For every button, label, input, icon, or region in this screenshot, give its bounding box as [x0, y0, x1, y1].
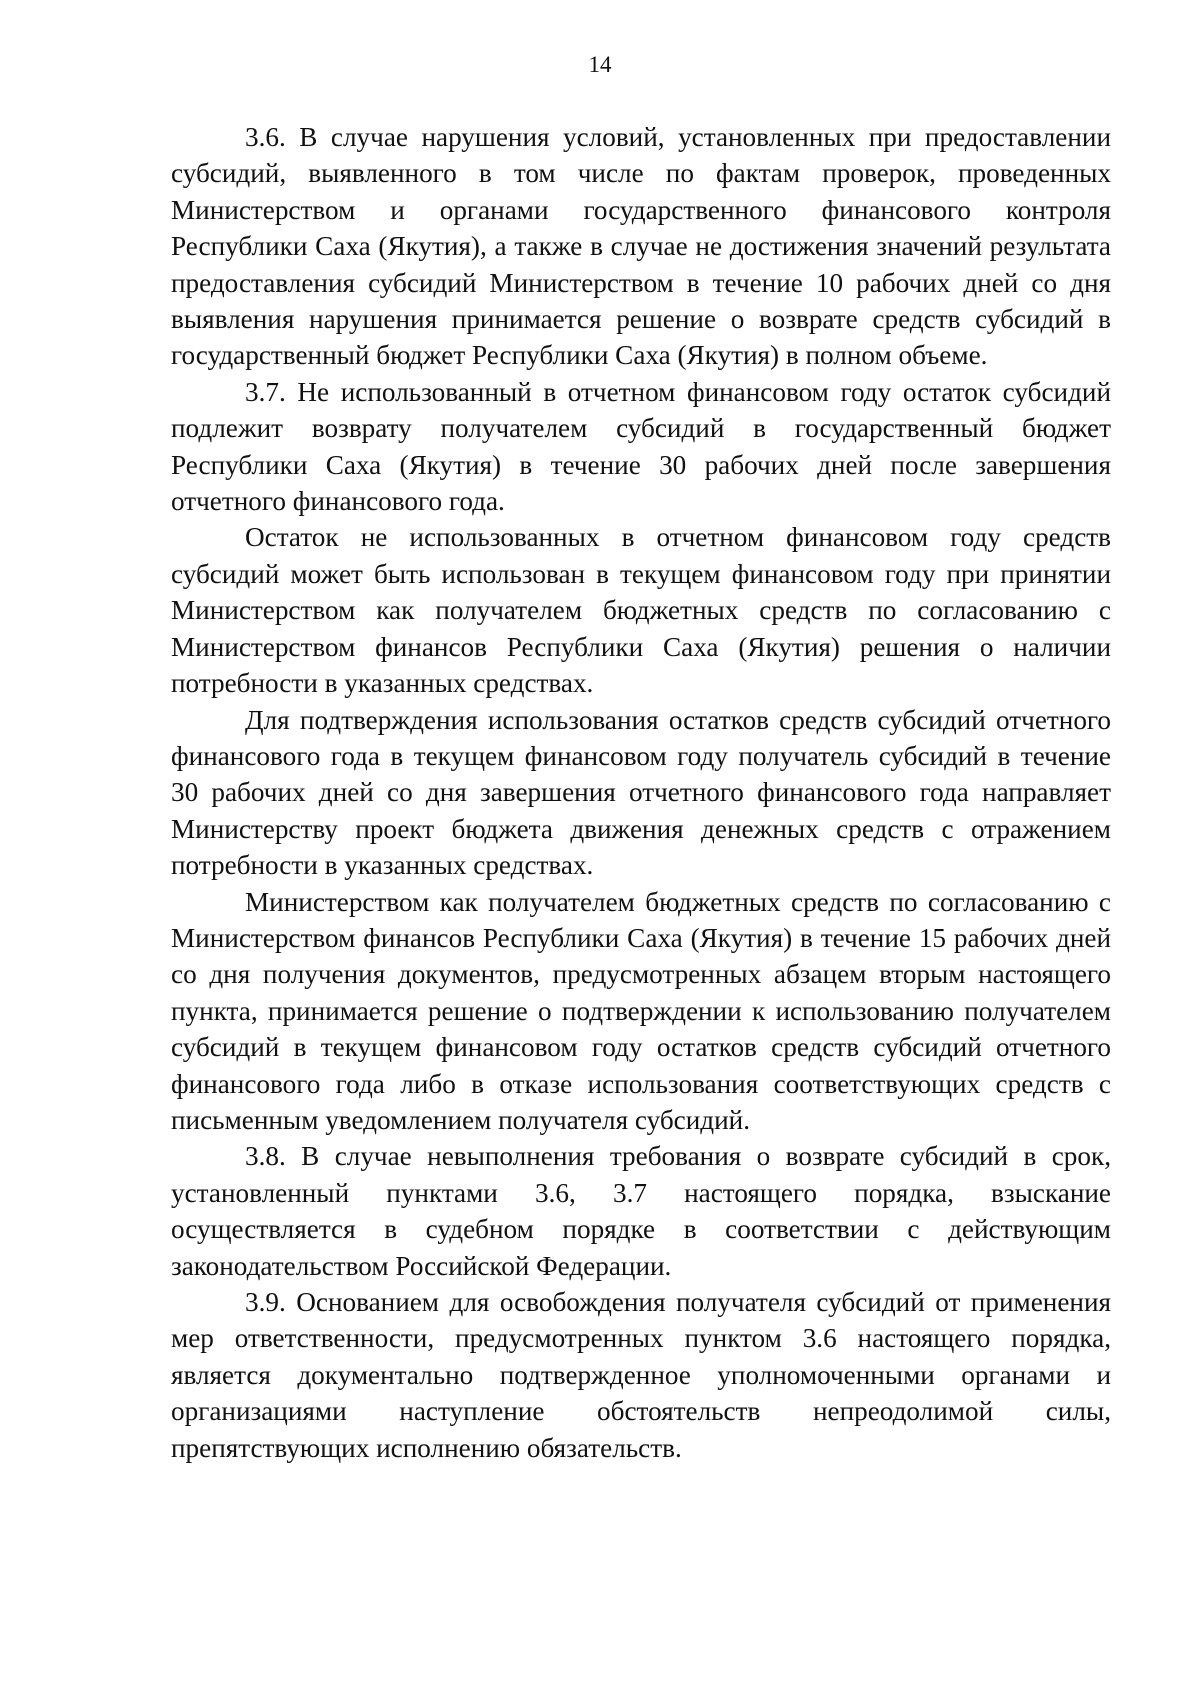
paragraph-3-7-remainder-use: Остаток не использованных в отчетном финансовом году средств субсидий может быть использован в текущем финансовом году при принятии Министерством как получателем бюджетных средств по согласованию с Министерством финансов Республики Саха (Якутия) решения о наличии потребности в указанных средствах. — [171, 522, 1111, 699]
paragraph-3-9: 3.9. Основанием для освобождения получателя субсидий от применения мер ответственности, предусмотренных пунктом 3.6 настоящего порядка, является документально подтвержденное уполномоченными органами и организациями наступление обстоятельств непреодолимой силы, препятствующих исполнению обязательств. — [171, 1287, 1111, 1463]
paragraph-3-7-decision: Министерством как получателем бюджетных средств по согласованию с Министерством финансов Республики Саха (Якутия) в течение 15 рабочих дней со дня получения документов, предусмотренных абзацем вторым настоящего пункта, принимается решение о подтверждении к использованию получателем субсидий в текущем финансовом году остатков средств субсидий отчетного финансового года либо в отказе использования соответствующих средств с письменным уведомлением получателя субсидий. — [171, 886, 1111, 1135]
paragraph-3-7-confirmation: Для подтверждения использования остатков средств субсидий отчетного финансового года в текущем финансовом году получатель субсидий в течение 30 рабочих дней со дня завершения отчетного финансового года направляет Министерству проект бюджета движения денежных средств с отражением потребности в указанных средствах. — [171, 704, 1111, 881]
paragraph-3-8: 3.8. В случае невыполнения требования о возврате субсидий в срок, установленный пунктами 3.6, 3.7 настоящего порядка, взыскание осуществляется в судебном порядке в соответствии с действующим законодательством Российской Федерации. — [171, 1141, 1111, 1281]
paragraph-3-7: 3.7. Не использованный в отчетном финансовом году остаток субсидий подлежит возврату получателем субсидий в государственный бюджет Республики Саха (Якутия) в течение 30 рабочих дней после завершения отчетного финансового года. — [171, 376, 1111, 517]
page-number: 14 — [588, 52, 612, 77]
document-body — [171, 119, 1111, 1466]
paragraph-3-6: 3.6. В случае нарушения условий, установленных при предоставлении субсидий, выявленного в том числе по фактам проверок, проведенных Министерством и органами государственного финансового контроля Республики Саха (Якутия), а также в случае не достижения значений результата предоставления субсидий Министерством в течение 10 рабочих дней со дня выявления нарушения принимается решение о возврате средств субсидий в государственный бюджет Республики Саха (Якутия) в полном объеме. — [171, 122, 1111, 371]
